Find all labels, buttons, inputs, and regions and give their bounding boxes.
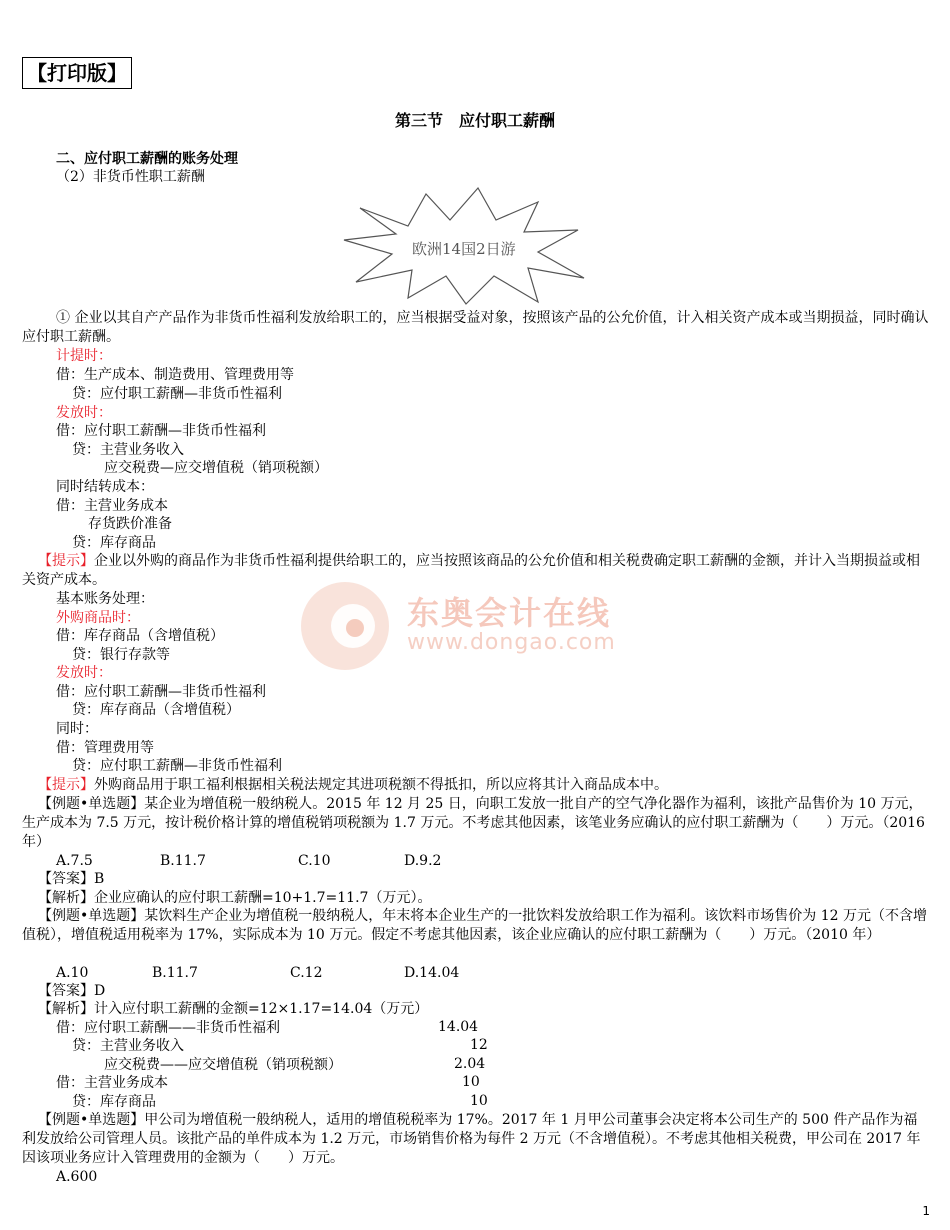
label-accrual: 计提时： <box>56 348 112 364</box>
q1-option-c: C.10 <box>298 853 331 869</box>
burst-callout <box>338 186 598 306</box>
q1-option-d: D.9.2 <box>404 853 442 869</box>
burst-text: 欧洲14国2日游 <box>412 240 516 258</box>
q2-option-c: C.12 <box>290 965 323 981</box>
entry-debit-impairment: 存货跌价准备 <box>88 516 172 532</box>
q1-option-a: A.7.5 <box>56 853 93 869</box>
label-distribution: 发放时： <box>56 405 112 421</box>
question-2-stem: 【例题•单选题】某饮料生产企业为增值税一般纳税人，年末将本企业生产的一批饮料发放给职工作为福利。该饮料市场售价为 12 万元（不含增值税），增值税适用税率为 17%，实际成本为 10 万元。假定不考虑其他因素，该企业应确认的应付职工薪酬为（ ）万元。（2010 年） <box>22 908 927 943</box>
q2-entry-3-amount: 2.04 <box>454 1056 486 1072</box>
q2-option-b: B.11.7 <box>152 965 198 981</box>
q2-entry-2-amount: 12 <box>470 1037 488 1053</box>
entry-credit-inventory-2: 贷：库存商品（含增值税） <box>72 702 240 718</box>
entry-credit-payroll: 贷：应付职工薪酬—非货币性福利 <box>72 386 282 402</box>
entry-debit-cost: 借：主营业务成本 <box>56 498 168 514</box>
label-cost-transfer: 同时结转成本： <box>56 479 154 495</box>
q2-answer: 【答案】D <box>38 983 106 999</box>
q2-entry-3: 应交税费——应交增值税（销项税额） <box>104 1057 342 1073</box>
q2-entry-4-amount: 10 <box>462 1074 480 1090</box>
q2-entry-1-amount: 14.04 <box>438 1019 479 1035</box>
q2-entry-5: 贷：库存商品 <box>72 1094 156 1110</box>
q3-option-a: A.600 <box>56 1169 98 1185</box>
entry-credit-bank: 贷：银行存款等 <box>72 647 170 663</box>
paragraph-self-made-products: ① 企业以其自产产品作为非货币性福利发放给职工的，应当根据受益对象，按照该产品的公允价值，计入相关资产成本或当期损益，同时确认应付职工薪酬。 <box>22 310 929 345</box>
watermark-cn-text: 东奥会计在线 <box>407 594 612 632</box>
question-1-stem: 【例题•单选题】某企业为增值税一般纳税人。2015 年 12 月 25 日，向职工发放一批自产的空气净化器作为福利，该批产品售价为 10 万元，生产成本为 7.5 万元，按计税价格计算的增值税销项税额为 1.7 万元。不考虑其他因素，该笔业务应确认的应付职工薪酬为（ ）万元。（2016 年） <box>22 796 925 850</box>
q1-option-b: B.11.7 <box>160 853 206 869</box>
q2-analysis: 【解析】计入应付职工薪酬的金额=12×1.17=14.04（万元） <box>38 1001 429 1017</box>
section-title: 第三节 应付职工薪酬 <box>394 111 555 130</box>
entry-debit-admin: 借：管理费用等 <box>56 740 154 756</box>
label-distribution-2: 发放时： <box>56 665 112 681</box>
q2-option-d: D.14.04 <box>404 965 460 981</box>
watermark-logo <box>295 570 655 682</box>
entry-debit-inventory: 借：库存商品（含增值税） <box>56 628 224 644</box>
q1-analysis: 【解析】企业应确认的应付职工薪酬=10+1.7=11.7（万元）。 <box>38 890 432 906</box>
entry-credit-revenue: 贷：主营业务收入 <box>72 442 184 458</box>
entry-credit-payroll-2: 贷：应付职工薪酬—非货币性福利 <box>72 758 282 774</box>
label-purchase: 外购商品时： <box>56 610 140 626</box>
entry-debit-payroll: 借：应付职工薪酬—非货币性福利 <box>56 423 266 439</box>
question-3-stem: 【例题•单选题】甲公司为增值税一般纳税人，适用的增值税税率为 17%。2017 年 1 月甲公司董事会决定将本公司生产的 500 件产品作为福利发放给公司管理人员。该批产品的单件成本为 1.2 万元，市场销售价格为每件 2 万元（不含增值税）。不考虑其他相关税费，甲公司在 2017 年因该项业务应计入管理费用的金额为（ ）万元。 <box>22 1112 921 1166</box>
tip2-tag: 【提示】 <box>38 777 94 793</box>
entry-debit-payroll-2: 借：应付职工薪酬—非货币性福利 <box>56 684 266 700</box>
heading-account-processing: 二、应付职工薪酬的账务处理 <box>56 151 238 167</box>
tip-tax <box>38 776 668 794</box>
page-number: 1 <box>922 1204 930 1218</box>
print-version-label: 【打印版】 <box>22 57 132 89</box>
q2-entry-2: 贷：主营业务收入 <box>72 1038 184 1054</box>
q2-option-a: A.10 <box>56 965 89 981</box>
entry-debit-production: 借：生产成本、制造费用、管理费用等 <box>56 367 294 383</box>
q2-entry-4: 借：主营业务成本 <box>56 1075 168 1091</box>
tip2-text: 外购商品用于职工福利根据相关税法规定其进项税额不得抵扣，所以应将其计入商品成本中。 <box>94 777 668 793</box>
q1-answer: 【答案】B <box>38 871 105 887</box>
label-basic-processing: 基本账务处理： <box>56 591 154 607</box>
tip-tag: 【提示】 <box>38 553 94 569</box>
tip-text: 企业以外购的商品作为非货币性福利提供给职工的，应当按照该商品的公允价值和相关税费确定职工薪酬的金额，并计入当期损益或相关资产成本。 <box>22 553 920 588</box>
q2-entry-5-amount: 10 <box>470 1093 488 1109</box>
subheading-non-monetary: （2）非货币性职工薪酬 <box>56 169 205 185</box>
watermark-url-text: www.dongao.com <box>407 630 616 655</box>
entry-credit-inventory: 贷：库存商品 <box>72 535 156 551</box>
label-simultaneously: 同时： <box>56 721 98 737</box>
entry-credit-vat: 应交税费—应交增值税（销项税额） <box>104 460 328 476</box>
q2-entry-1: 借：应付职工薪酬——非货币性福利 <box>56 1020 280 1036</box>
